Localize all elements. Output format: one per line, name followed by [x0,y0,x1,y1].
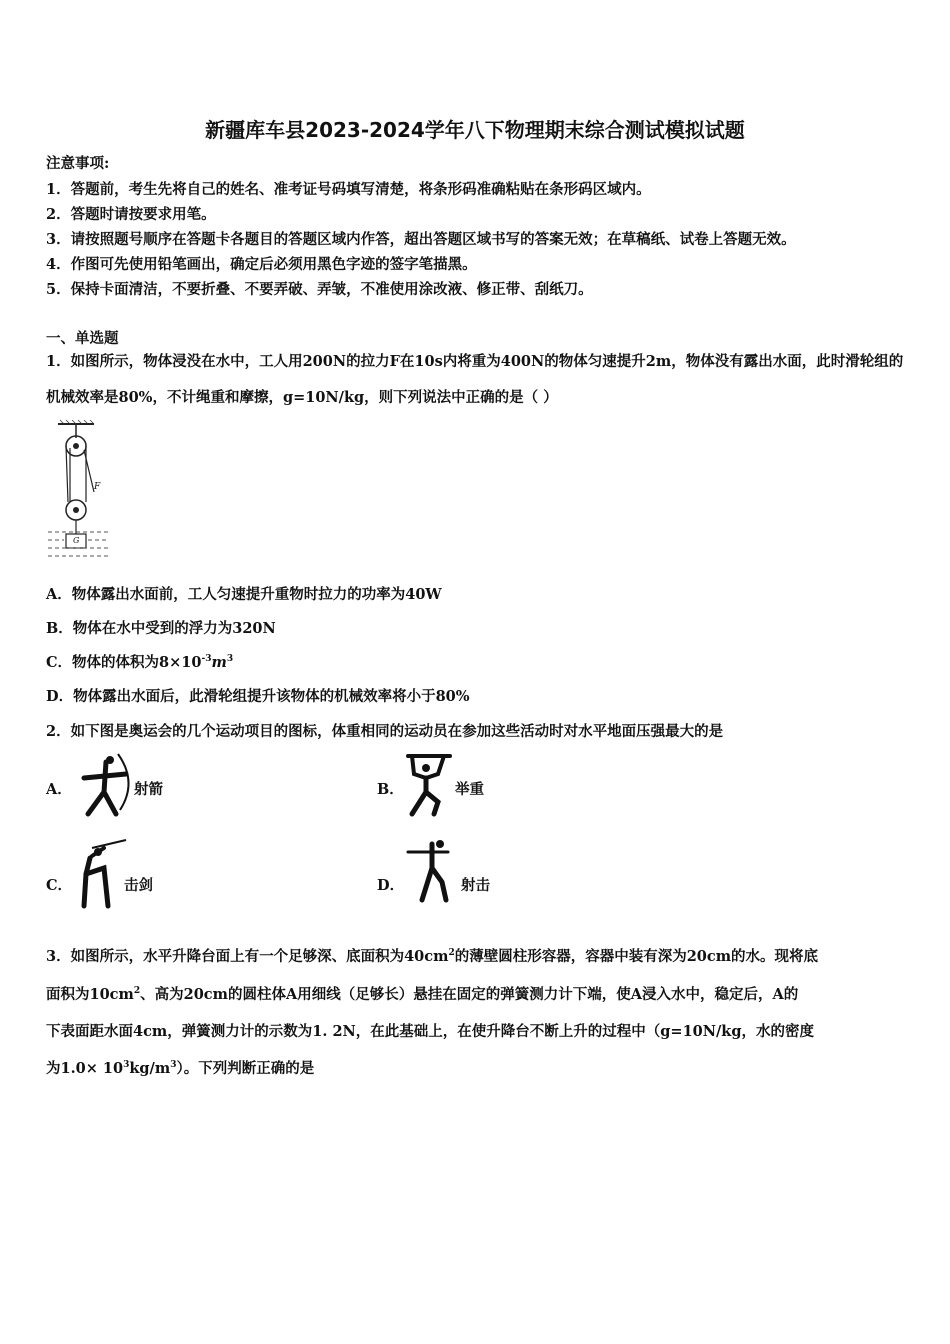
notice-item: 3．请按照题号顺序在答题卡各题目的答题区域内作答，超出答题区域书写的答案无效；在草稿纸、试卷上答题无效。 [46,231,796,248]
q2-option-d-label: 射击 [461,877,490,894]
question-3-line-1: 3．如图所示，水平升降台面上有一个足够深、底面积为$40cm^2$的薄壁圆柱形容器，容器中装有深为20cm的水。现将底 [46,948,819,965]
q2-option-a-label: 射箭 [134,781,163,798]
weight-label: G [73,536,80,545]
section-heading: 一、单选题 [46,330,119,347]
question-3-line-4: 为$1.0\times 10^3kg/m^3$）。下列判断正确的是 [46,1060,315,1077]
notice-item: 4．作图可先使用铅笔画出，确定后必须用黑色字迹的签字笔描黑。 [46,256,477,273]
page-title: 新疆库车县2023-2024学年八下物理期末综合测试模拟试题 [205,118,745,142]
q2-option-c-letter: C． [46,877,73,894]
archery-pictogram [80,752,135,818]
q1-option-b: B．物体在水中受到的浮力为320N [46,620,276,637]
question-3-line-3: 下表面距水面4cm，弹簧测力计的示数为1. 2N，在此基础上，在使升降台不断上升的过程中（g=10N/kg，水的密度 [46,1023,814,1040]
question-1-text: 1．如图所示，物体浸没在水中，工人用200N的拉力F在10s内将重为400N的物体匀速提升2m，物体没有露出水面，此时滑轮组的机械效率是80%，不计绳重和摩擦，g=10N/kg，则下列说法中正确的是（ ） [46,353,904,406]
notice-item: 1．答题前，考生先将自己的姓名、准考证号码填写清楚，将条形码准确粘贴在条形码区域内。 [46,181,651,198]
q2-option-b-label: 举重 [455,781,484,798]
q1-option-c: C．物体的体积为$8\times 10^{-3}m^3$ [46,654,234,671]
notice-item: 2．答题时请按要求用笔。 [46,206,216,223]
pulley-diagram [46,420,116,570]
q1-option-a: A．物体露出水面前，工人匀速提升重物时拉力的功率为40W [46,586,442,603]
force-label: F [94,482,101,492]
q2-option-c-label: 击剑 [124,877,153,894]
q2-option-d-letter: D． [377,877,405,894]
notice-heading: 注意事项: [46,155,110,172]
q1-option-d: D．物体露出水面后，此滑轮组提升该物体的机械效率将小于80% [46,688,470,705]
q2-option-a-letter: A． [46,781,72,798]
q2-option-b-letter: B． [377,781,404,798]
question-3-line-2: 面积为$10cm^2$、高为20cm的圆柱体A用细线（足够长）悬挂在固定的弹簧测力计下端，使A浸入水中，稳定后，A的 [46,986,799,1003]
shooting-pictogram [406,838,458,904]
question-2-text: 2．如下图是奥运会的几个运动项目的图标，体重相同的运动员在参加这些活动时对水平地面压强最大的是 [46,723,724,740]
weightlifting-pictogram [404,752,454,818]
fencing-pictogram [80,838,130,910]
notice-item: 5．保持卡面清洁，不要折叠、不要弄破、弄皱，不准使用涂改液、修正带、刮纸刀。 [46,281,593,298]
